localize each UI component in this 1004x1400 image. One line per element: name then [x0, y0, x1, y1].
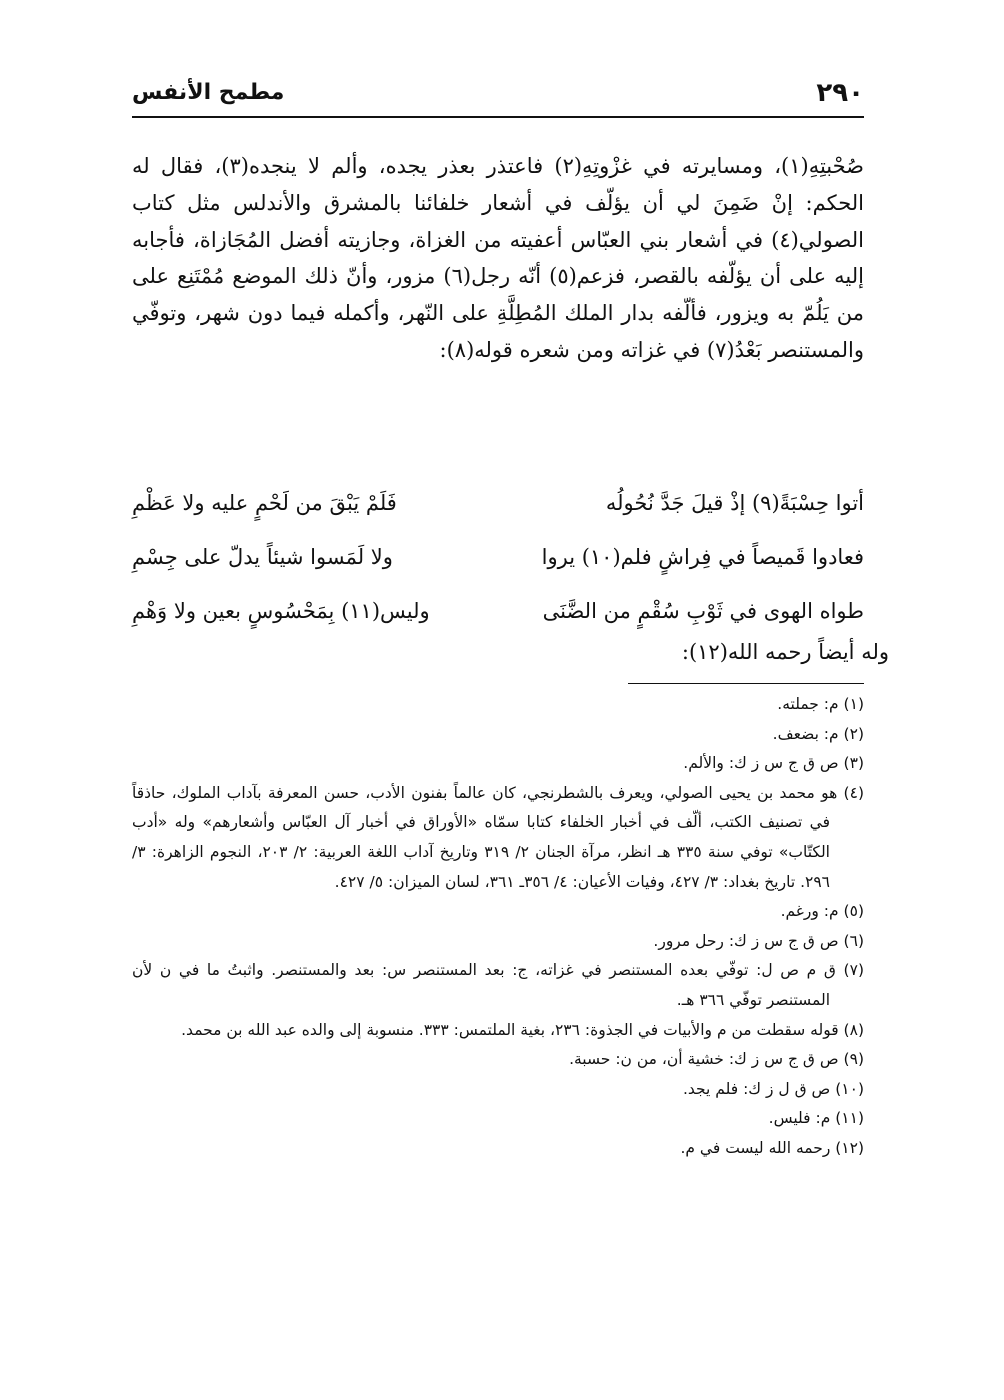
footnote: (١٢) رحمه الله ليست في م. [680, 1138, 864, 1157]
footnotes [132, 690, 864, 1164]
footnote: (٤) هو محمد بن يحيى الصولي، ويعرف بالشطرنجي، كان عالماً بفنون الأدب، حسن المعرفة بآداب الملوك، حاذقاً في تصنيف الكتب، ألّف في أخبار الخلفاء كتابا سمّاه «الأوراق في أخبار آل العبّاس وأشعارهم» وله «أدب الكتّاب» توفي سنة ٣٣٥ هـ انظر، مرآة الجنان ٢/ ٣١٩ وتاريخ آداب اللغة العربية: ٢/ ٢٠٣، النجوم الزاهرة: ٣/ ٢٩٦. تاريخ بغداد: ٣/ ٤٢٧، وفيات الأعيان: ٤/ ٣٥٦ـ ٣٦١، لسان الميزان: ٥/ ٤٢٧. [132, 783, 864, 891]
verse-first-hemistich: فعادوا قَميصاً في فِراشٍ فلم(١٠) يروا [541, 545, 864, 569]
page-number: ٢٩٠ [816, 78, 864, 108]
verse-introduction: وله أيضاً رحمه الله(١٢): [681, 640, 889, 664]
footnote: (١٠) ص ق ل ز ك: فلم يجد. [682, 1079, 864, 1098]
main-paragraph: صُحْبتِهِ(١)، ومسايرته في غزْوتِهِ(٢) فاعتذر بعذر يجده، وألم لا ينجده(٣)، فقال له الحكم: إنْ ضَمِنَ لي أن يؤلّف في أشعار خلفائنا بالمشرق والأندلس مثل كتاب الصولي(٤) في أشعار بني العبّاس أعفيته من الغزاة، وجازيته أفضل المُجَازاة، فأجابه إليه على أن يؤلّفه بالقصر، فزعم(٥) أنّه رجل(٦) مزور، وأنّ ذلك الموضع مُمْتَنِع على من يَلُمّ به ويزور، فألّفه بدار الملك المُطِلَّةِ على النّهر، وأكمله فيما دون شهر، وتوفّي والمستنصر بَعْدُ(٧) في غزاته ومن شعره قوله(٨): [132, 154, 865, 362]
verse-first-hemistich: أتوا حِسْبَةً(٩) إذْ قيلَ جَدَّ نُحُولُه [605, 491, 864, 515]
footnote: (٩) ص ق ج س ز ك: خشية أن، من ن: حسبة. [569, 1050, 864, 1069]
verse-second-hemistich: فَلَمْ يَبْقَ من لَحْمٍ عليه ولا عَظْمِ [132, 491, 397, 515]
verse-line [132, 584, 864, 638]
poem [132, 476, 864, 638]
footnote: (٦) ص ق ج س ز ك: رحل مرور. [653, 931, 864, 950]
footnote: (٢) م: بضعف. [772, 724, 864, 743]
running-title: مطمح الأنفس [132, 80, 285, 105]
verse-second-hemistich: وليس(١١) بِمَحْسُوسٍ بعين ولا وَهْمِ [132, 599, 430, 623]
footnote: (٧) ق م ص ل: توفّي بعده المستنصر في غزاته، ج: بعد المستنصر س: بعد والمستنصر. واثبتُ ما في ن لأن المستنصر توفّي ٣٦٦ هـ. [132, 961, 864, 1009]
page-header [132, 70, 864, 118]
footnote: (٣) ص ق ج س ز ك: والألم. [683, 754, 864, 773]
verse-second-hemistich: ولا لَمَسوا شيئاً يدلّ على جِسْمِ [132, 545, 393, 569]
main-text [132, 148, 864, 369]
footnote-divider [628, 683, 864, 684]
footnote: (١١) م: فليس. [768, 1109, 864, 1128]
verse-first-hemistich: طواه الهوى في ثَوْبِ سُقْمٍ من الضَّنَى [542, 599, 864, 623]
footnote: (٥) م: ورغم. [780, 902, 864, 921]
verse-line [132, 530, 864, 584]
footnote: (١) م: جملته. [777, 695, 864, 713]
verse-line [132, 476, 864, 530]
footnote: (٨) قوله سقطت من م والأبيات في الجذوة: ٢٣٦، بغية الملتمس: ٣٣٣. منسوبة إلى والده عبد الله بن محمد. [181, 1020, 864, 1039]
